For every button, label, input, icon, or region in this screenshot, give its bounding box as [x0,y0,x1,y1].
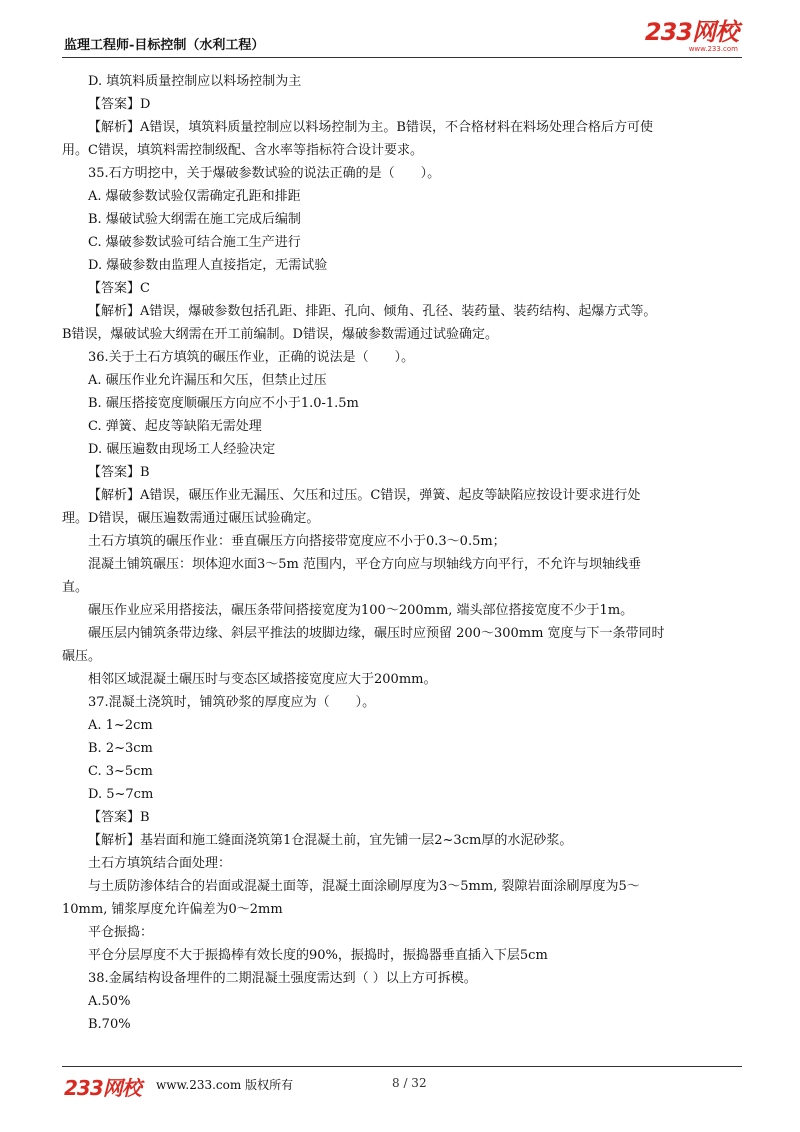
text-line: 混凝土铺筑碾压：坝体迎水面3～5m 范围内，平仓方向应与坝轴线方向平行，不允许与坝轴线垂 [88,557,642,572]
text-line: 理。D错误，碾压遍数需通过碾压试验确定。 [62,511,320,526]
text-line: 35.石方明挖中，关于爆破参数试验的说法正确的是（ ）。 [88,166,441,181]
logo-url: www.233.com [688,45,738,53]
text-line: C. 爆破参数试验可结合施工生产进行 [88,235,301,250]
text-line: C. 3~5cm [88,764,153,779]
footer-site: www.233.com 版权所有 [156,1078,294,1092]
brand-logo [645,20,738,53]
text-line: 相邻区域混凝土碾压时与变态区域搭接宽度应大于200mm。 [88,672,437,687]
page-header [62,16,742,52]
text-line: A.50% [88,994,131,1009]
text-line: B. 碾压搭接宽度顺碾压方向应不小于1.0-1.5m [88,396,359,411]
text-line: D. 碾压遍数由现场工人经验决定 [88,442,276,457]
text-line: A. 爆破参数试验仅需确定孔距和排距 [88,189,301,204]
text-line: 【答案】B [88,465,150,480]
text-line: B. 2~3cm [88,741,153,756]
text-line: 与土质防渗体结合的岩面或混凝土面等，混凝土面涂刷厚度为3～5mm, 裂隙岩面涂刷厚度为5～ [88,879,640,894]
footer-logo: 233网校 [64,1076,141,1100]
text-line: 【答案】B [88,810,150,825]
page-footer [62,1066,742,1106]
text-line: 用。C错误，填筑料需控制级配、含水率等指标符合设计要求。 [62,143,423,158]
text-line: B. 爆破试验大纲需在施工完成后编制 [88,212,301,227]
text-line: 38.金属结构设备埋件的二期混凝土强度需达到（ ）以上方可拆模。 [88,971,477,986]
text-line: 【解析】A错误，爆破参数包括孔距、排距、孔向、倾角、孔径、装药量、装药结构、起爆方式等。 [88,304,657,319]
text-line: 碾压作业应采用搭接法，碾压条带间搭接宽度为100～200mm, 端头部位搭接宽度不少于1m。 [88,603,634,618]
text-line: 平仓分层厚度不大于振捣棒有效长度的90%，振捣时，振捣器垂直插入下层5cm [88,948,548,963]
logo-text: 233网校 [644,18,738,46]
text-line: 10mm, 铺浆厚度允许偏差为0～2mm [62,902,283,917]
text-line: 土石方填筑结合面处理： [88,856,232,871]
text-line: C. 弹簧、起皮等缺陷无需处理 [88,419,262,434]
text-line: 【解析】基岩面和施工缝面浇筑第1仓混凝土前，宜先铺一层2~3cm厚的水泥砂浆。 [88,833,573,848]
text-line: D. 填筑料质量控制应以料场控制为主 [88,74,302,89]
text-line: D. 5~7cm [88,787,154,802]
text-line: 【答案】C [88,281,150,296]
text-line: A. 碾压作业允许漏压和欠压，但禁止过压 [88,373,327,388]
text-line: A. 1~2cm [88,718,153,733]
text-line: B.70% [88,1017,131,1032]
text-line: D. 爆破参数由监理人直接指定，无需试验 [88,258,328,273]
text-line: 平仓振捣： [88,925,154,940]
text-line: 【答案】D [88,97,151,112]
document-body [62,70,746,1036]
document-title: 监理工程师-目标控制（水利工程） [64,38,265,53]
text-line: 碾压层内铺筑条带边缘、斜层平推法的坡脚边缘，碾压时应预留 200～300mm 宽度与下一条带同时 [88,626,665,641]
text-line: 土石方填筑的碾压作业：垂直碾压方向搭接带宽度应不小于0.3～0.5m； [88,534,506,549]
text-line: 直。 [62,580,89,595]
text-line: 碾压。 [62,649,102,664]
text-line: 36.关于土石方填筑的碾压作业，正确的说法是（ ）。 [88,350,415,365]
text-line: 【解析】A错误，填筑料质量控制应以料场控制为主。B错误，不合格材料在料场处理合格后方可使 [88,120,653,135]
footer-divider [62,1066,742,1067]
page-number: 8 / 32 [392,1076,427,1090]
text-line: 【解析】A错误，碾压作业无漏压、欠压和过压。C错误，弹簧、起皮等缺陷应按设计要求进行处 [88,488,641,503]
header-divider [62,57,742,58]
text-line: B错误，爆破试验大纲需在开工前编制。D错误，爆破参数需通过试验确定。 [62,327,498,342]
text-line: 37.混凝土浇筑时，铺筑砂浆的厚度应为（ ）。 [88,695,376,710]
